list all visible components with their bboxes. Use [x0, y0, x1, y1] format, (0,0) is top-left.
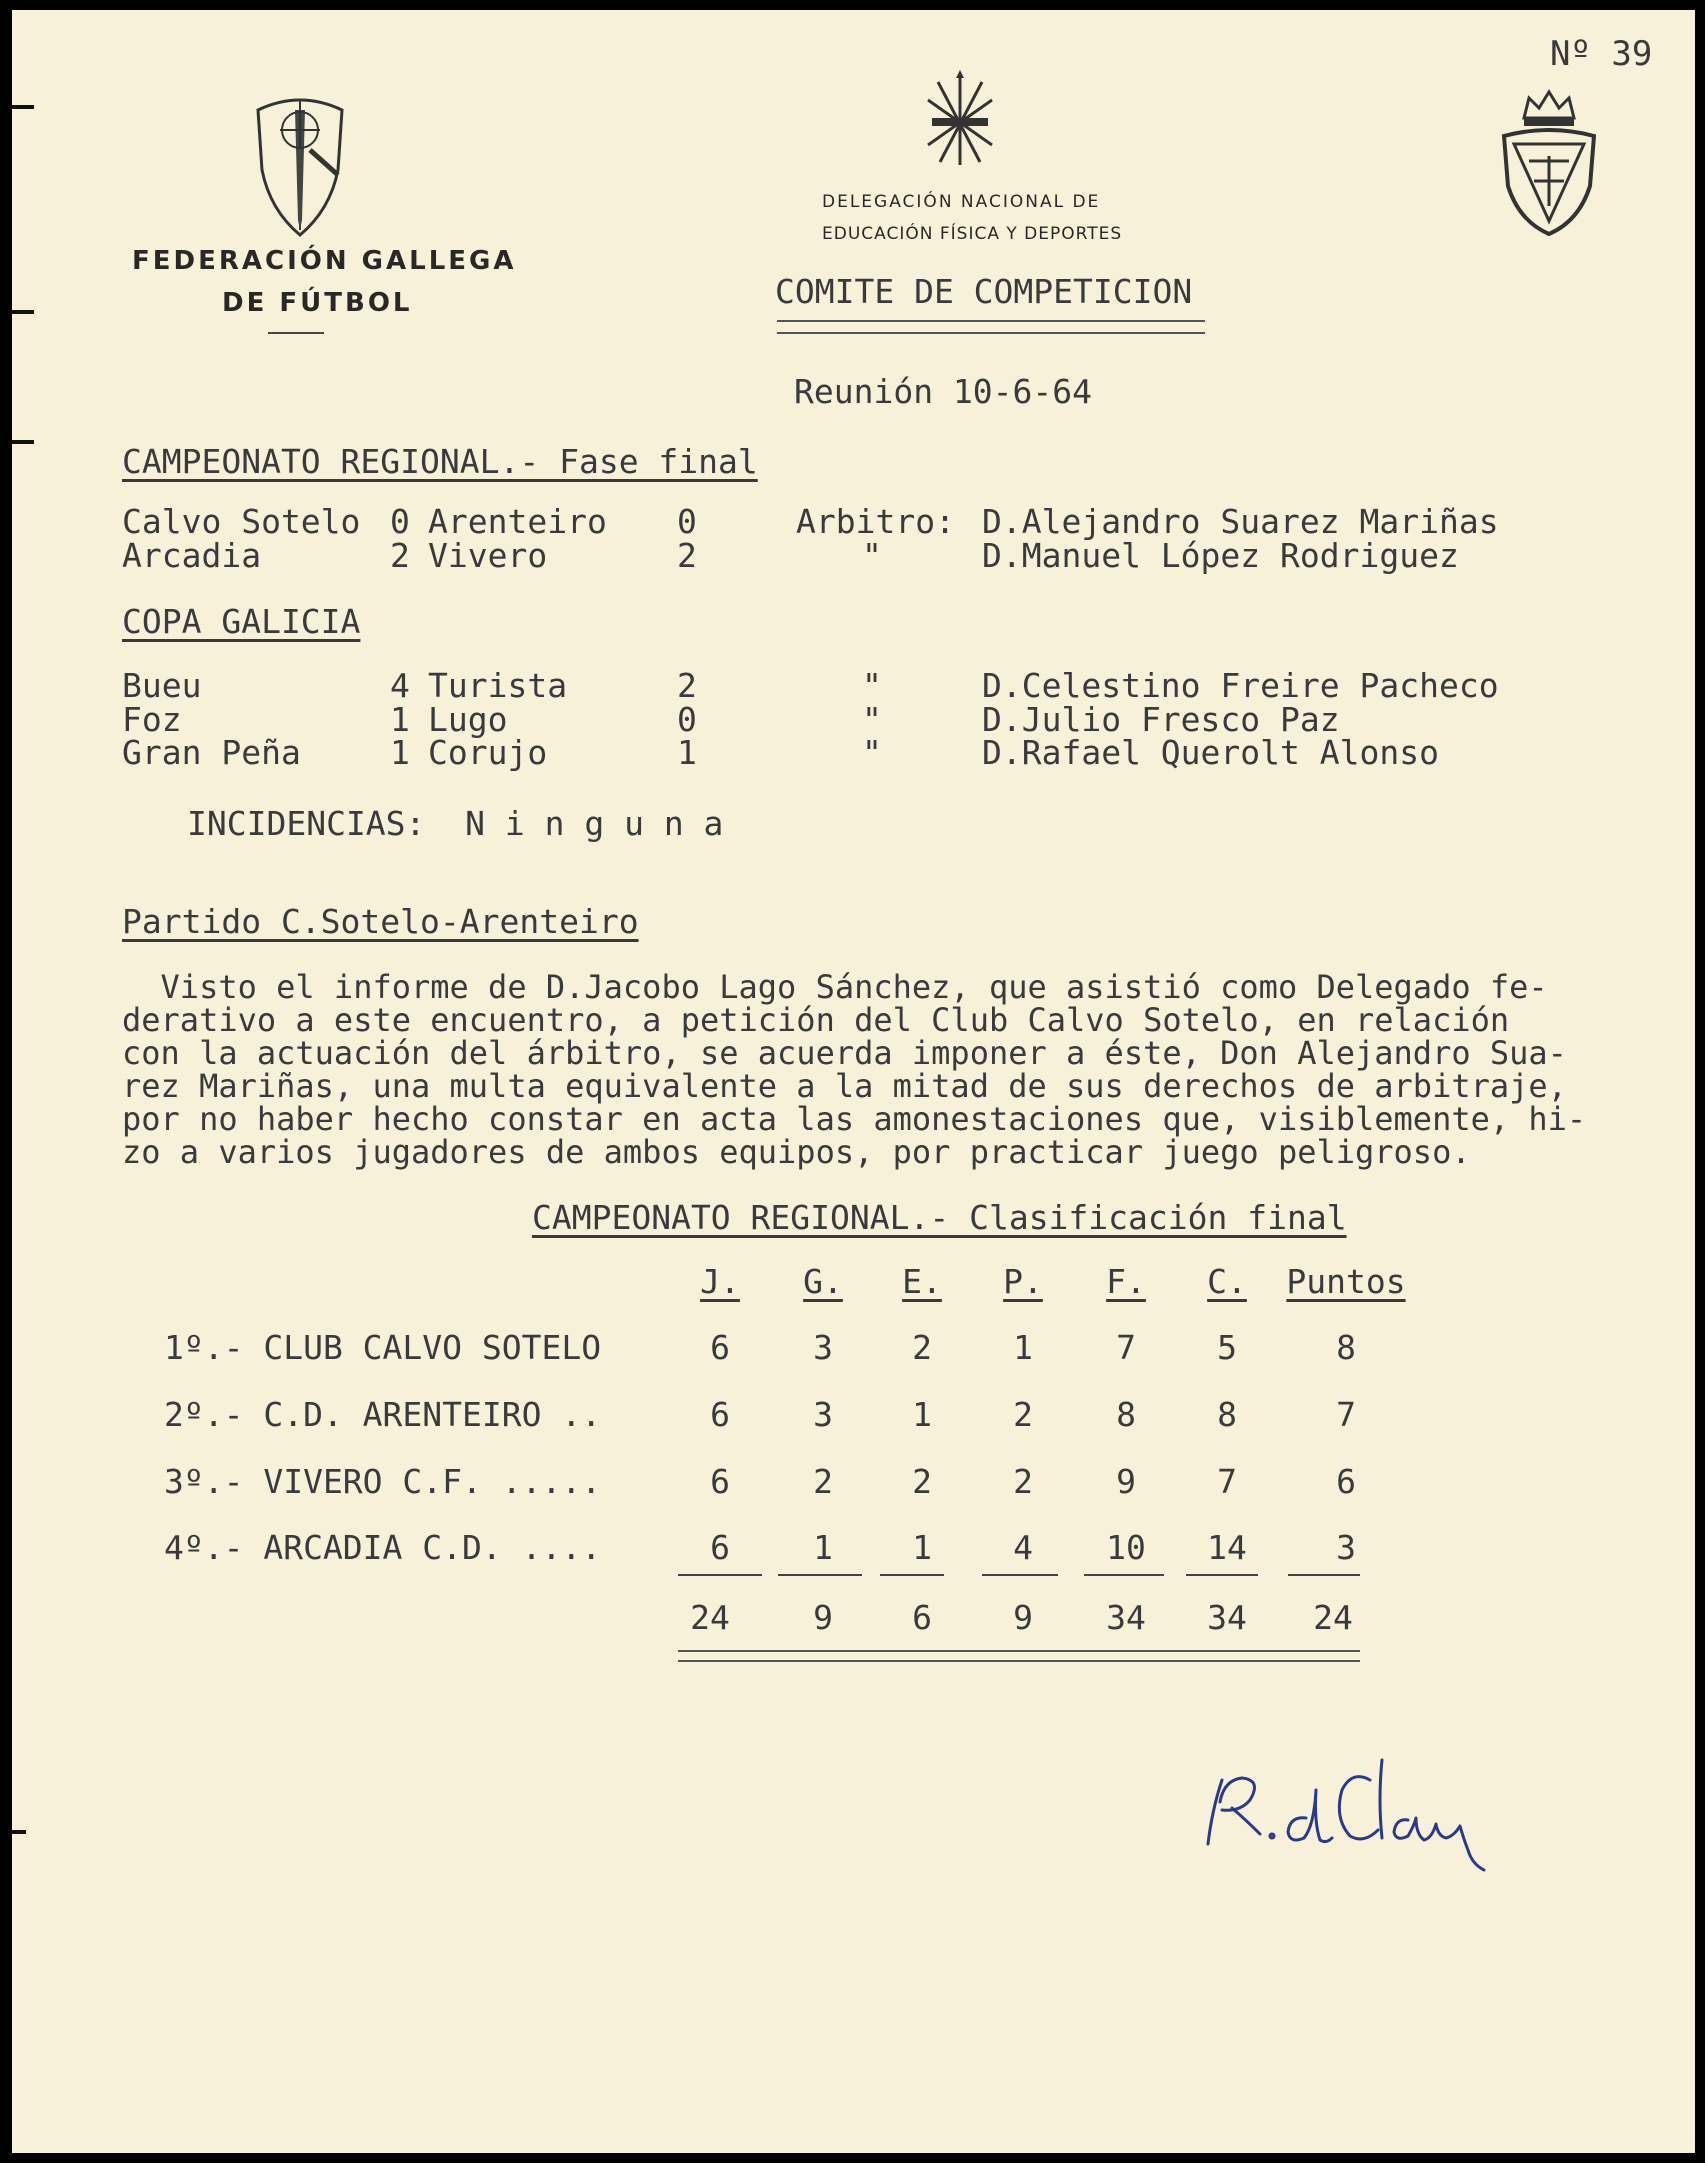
total-cell: 24 — [690, 1598, 730, 1637]
cell: 7 — [1336, 1395, 1356, 1434]
away-team: Turista — [428, 666, 568, 705]
cell: 6 — [710, 1462, 730, 1501]
home-goals: 1 — [390, 700, 410, 739]
body-line: Visto el informe de D.Jacobo Lago Sánchez, que asistió como Delegado fe- — [122, 968, 1548, 1006]
cell: 1 — [912, 1395, 932, 1434]
federation-name-line2: DE FÚTBOL — [222, 288, 413, 318]
edge-mark — [12, 105, 34, 109]
body-line: rez Mariñas, una multa equivalente a la mitad de sus derechos de arbitraje, — [122, 1067, 1567, 1105]
home-goals: 2 — [390, 536, 410, 575]
incidencias: INCIDENCIAS: N i n g u n a — [187, 804, 724, 843]
column-header: C. — [1207, 1262, 1247, 1301]
referee-label: " — [862, 700, 882, 739]
total-cell: 24 — [1313, 1598, 1353, 1637]
away-goals: 2 — [677, 536, 697, 575]
body-line: derativo a este encuentro, a petición del Club Calvo Sotelo, en relación — [122, 1001, 1510, 1039]
referee-name: D.Alejandro Suarez Mariñas — [982, 502, 1499, 541]
committee-title: COMITE DE COMPETICION — [775, 272, 1193, 311]
referee-label: " — [862, 733, 882, 772]
cell: 8 — [1336, 1328, 1356, 1367]
classification-heading: CAMPEONATO REGIONAL.- Clasificación final — [532, 1198, 1347, 1237]
body-line: zo a varios jugadores de ambos equipos, por practicar juego peligroso. — [122, 1133, 1471, 1171]
cell: 3 — [1336, 1528, 1356, 1567]
away-goals: 1 — [677, 733, 697, 772]
referee-label: " — [862, 536, 882, 575]
body-line: por no haber hecho constar en acta las amonestaciones que, visiblemente, hi- — [122, 1100, 1587, 1138]
cell: 1 — [912, 1528, 932, 1567]
team-label: 3º.- VIVERO C.F. ..... — [164, 1462, 602, 1501]
edge-mark — [12, 440, 34, 444]
away-team: Lugo — [428, 700, 508, 739]
handwritten-signature — [1202, 1740, 1502, 1880]
column-header: F. — [1106, 1262, 1146, 1301]
total-cell: 6 — [912, 1598, 932, 1637]
partido-heading: Partido C.Sotelo-Arenteiro — [122, 902, 639, 941]
column-header: P. — [1003, 1262, 1043, 1301]
divider — [268, 332, 324, 334]
federation-name-line1: FEDERACIÓN GALLEGA — [132, 246, 517, 276]
sum-rule — [880, 1574, 944, 1576]
referee-label: " — [862, 666, 882, 705]
cell: 10 — [1106, 1528, 1146, 1567]
cell: 14 — [1207, 1528, 1247, 1567]
away-goals: 2 — [677, 666, 697, 705]
cell: 7 — [1116, 1328, 1136, 1367]
home-team: Arcadia — [122, 536, 262, 575]
cell: 3 — [813, 1328, 833, 1367]
referee-name: D.Rafael Querolt Alonso — [982, 733, 1439, 772]
cell: 1 — [813, 1528, 833, 1567]
document-page — [12, 10, 1695, 2153]
arrows-emblem-icon — [920, 70, 1000, 170]
cell: 8 — [1217, 1395, 1237, 1434]
referee-name: D.Celestino Freire Pacheco — [982, 666, 1499, 705]
home-goals: 4 — [390, 666, 410, 705]
meeting-date: Reunión 10-6-64 — [794, 372, 1093, 411]
edge-mark — [12, 310, 34, 314]
delegation-line1: DELEGACIÓN NACIONAL DE — [822, 192, 1101, 212]
title-double-rule — [777, 320, 1205, 334]
away-team: Vivero — [428, 536, 548, 575]
document-number: Nº 39 — [1550, 34, 1653, 74]
home-team: Bueu — [122, 666, 202, 705]
column-header: E. — [902, 1262, 942, 1301]
cell: 7 — [1217, 1462, 1237, 1501]
total-cell: 34 — [1207, 1598, 1247, 1637]
referee-label: Arbitro: — [796, 502, 955, 541]
sum-rule — [1084, 1574, 1164, 1576]
sum-rule — [678, 1574, 762, 1576]
home-goals: 0 — [390, 502, 410, 541]
total-cell: 9 — [1013, 1598, 1033, 1637]
home-team: Calvo Sotelo — [122, 502, 361, 541]
cell: 5 — [1217, 1328, 1237, 1367]
cell: 2 — [912, 1328, 932, 1367]
referee-name: D.Manuel López Rodriguez — [982, 536, 1459, 575]
cell: 6 — [710, 1328, 730, 1367]
sum-rule — [778, 1574, 862, 1576]
cell: 9 — [1116, 1462, 1136, 1501]
home-goals: 1 — [390, 733, 410, 772]
total-cell: 9 — [813, 1598, 833, 1637]
cell: 2 — [1013, 1462, 1033, 1501]
cell: 8 — [1116, 1395, 1136, 1434]
sum-rule — [1288, 1574, 1360, 1576]
cell: 2 — [1013, 1395, 1033, 1434]
crowned-crest-icon — [1494, 86, 1604, 236]
home-team: Gran Peña — [122, 733, 301, 772]
sum-rule — [1186, 1574, 1258, 1576]
sum-rule — [982, 1574, 1058, 1576]
team-label: 4º.- ARCADIA C.D. .... — [164, 1528, 602, 1567]
total-cell: 34 — [1106, 1598, 1146, 1637]
team-label: 1º.- CLUB CALVO SOTELO — [164, 1328, 602, 1367]
edge-mark — [12, 1830, 26, 1834]
cell: 1 — [1013, 1328, 1033, 1367]
away-team: Arenteiro — [428, 502, 607, 541]
federation-crest-icon — [250, 90, 350, 240]
away-goals: 0 — [677, 700, 697, 739]
column-header: Puntos — [1286, 1262, 1406, 1301]
regional-heading: CAMPEONATO REGIONAL.- Fase final — [122, 442, 758, 481]
away-goals: 0 — [677, 502, 697, 541]
team-label: 2º.- C.D. ARENTEIRO .. — [164, 1395, 602, 1434]
cell: 6 — [1336, 1462, 1356, 1501]
referee-name: D.Julio Fresco Paz — [982, 700, 1340, 739]
cell: 6 — [710, 1528, 730, 1567]
column-header: J. — [700, 1262, 740, 1301]
home-team: Foz — [122, 700, 182, 739]
cell: 6 — [710, 1395, 730, 1434]
body-line: con la actuación del árbitro, se acuerda imponer a éste, Don Alejandro Sua- — [122, 1034, 1567, 1072]
cell: 3 — [813, 1395, 833, 1434]
away-team: Corujo — [428, 733, 548, 772]
totals-double-rule — [678, 1650, 1360, 1662]
cell: 2 — [912, 1462, 932, 1501]
delegation-line2: EDUCACIÓN FÍSICA Y DEPORTES — [822, 224, 1123, 244]
copa-heading: COPA GALICIA — [122, 602, 361, 641]
column-header: G. — [803, 1262, 843, 1301]
cell: 4 — [1013, 1528, 1033, 1567]
cell: 2 — [813, 1462, 833, 1501]
